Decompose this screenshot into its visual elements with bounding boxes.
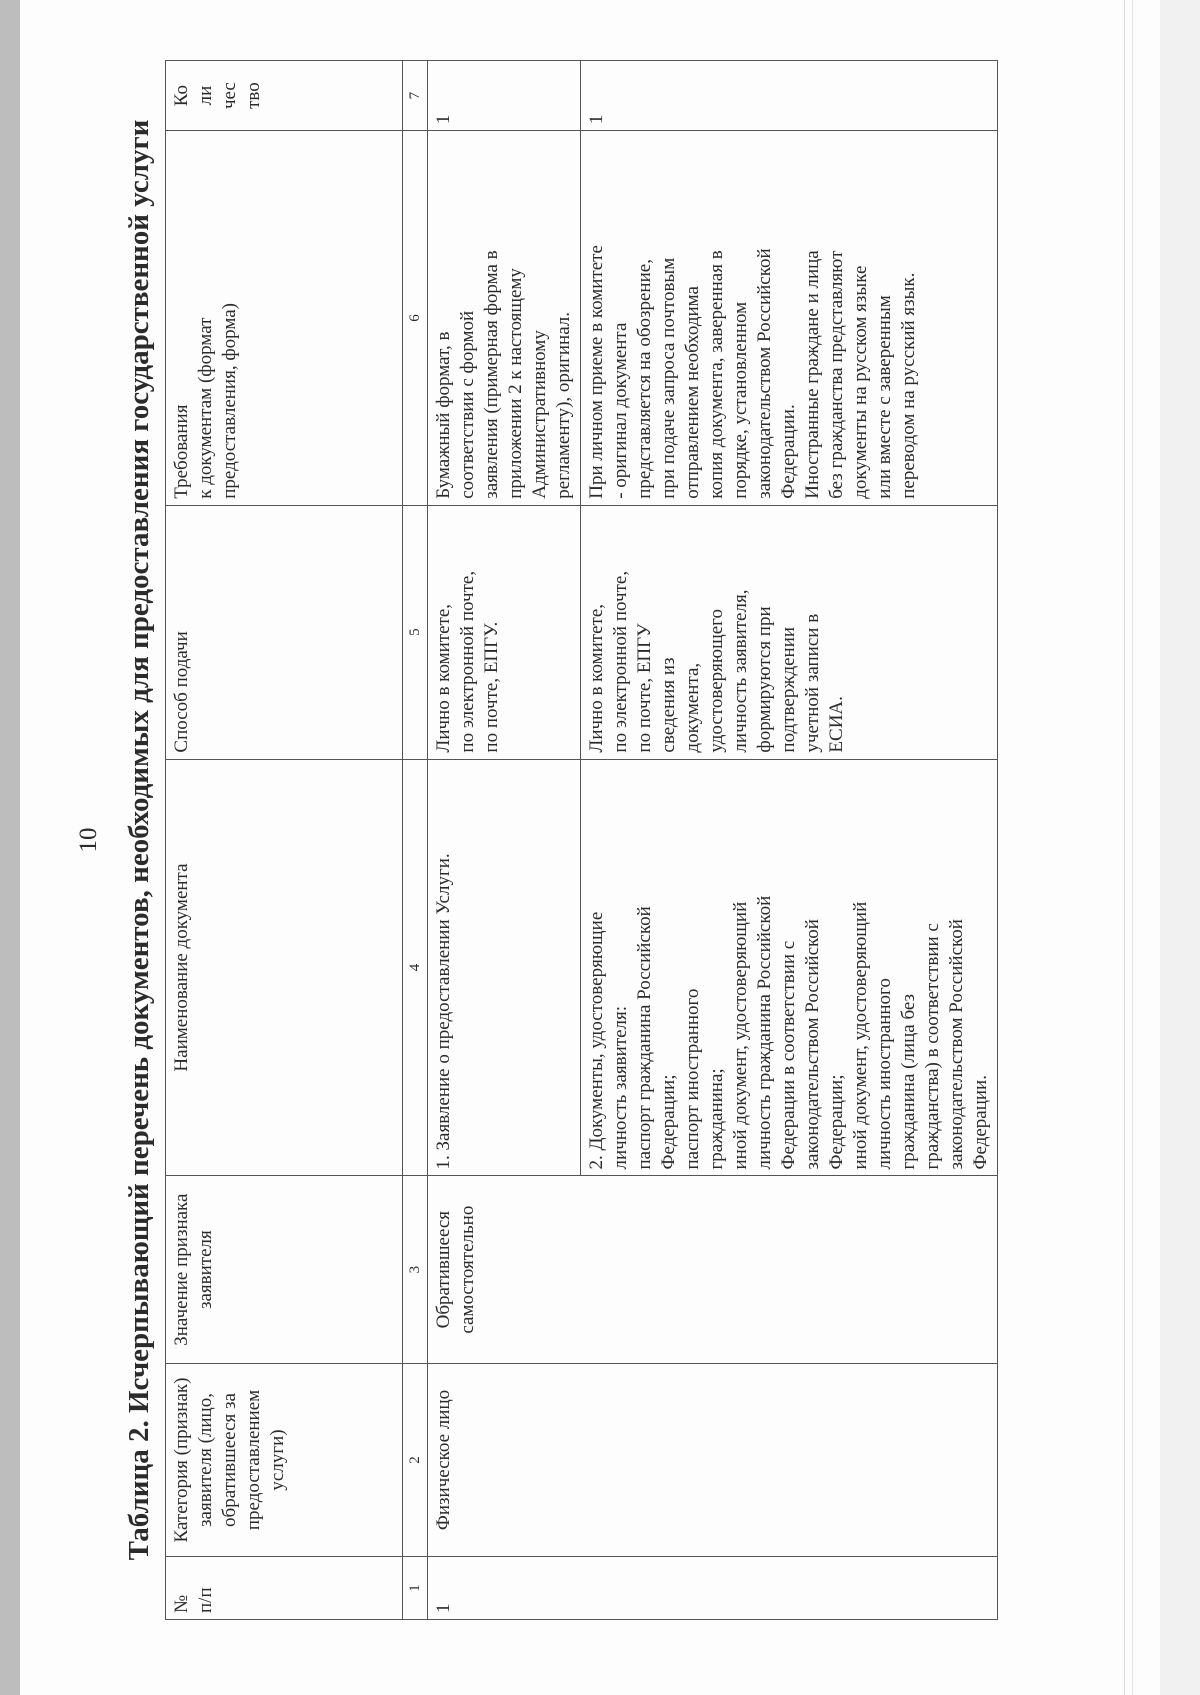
applicant-category: Физическое лицо	[428, 1363, 998, 1556]
header-cell-quantity: Ко ли чес тво	[166, 61, 403, 131]
column-number-row	[403, 61, 428, 1620]
column-number: 1	[403, 1557, 428, 1620]
submission-method: Лично в комитете, по электронной почте, по почте, ЕПГУ.	[428, 505, 581, 759]
page-edge	[1124, 0, 1125, 1695]
row-number: 1	[428, 1557, 998, 1620]
rotated-page-content	[70, 60, 1040, 1620]
document-name: 1. Заявление о предоставлении Услуги.	[428, 759, 581, 1176]
header-cell-document: Наименование документа	[166, 759, 403, 1176]
header-row	[166, 61, 403, 1620]
column-number: 4	[403, 759, 428, 1176]
document-requirements: Бумажный формат, в соответствии с формой заявления (примерная форма в приложении 2 к настоящему Административному регламенту), оригинал.	[428, 131, 581, 506]
column-number: 2	[403, 1363, 428, 1556]
page-number: 10	[75, 827, 102, 853]
table-title: Таблица 2. Исчерпывающий перечень документов, необходимых для предоставления государственной услуги	[123, 119, 155, 1561]
header-cell-requirements: Требования к документам (формат предоставления, форма)	[166, 131, 403, 506]
page-edge	[1132, 0, 1133, 1695]
column-number: 5	[403, 505, 428, 759]
header-cell-num: № п/п	[166, 1557, 403, 1620]
applicant-attribute: Обратившееся самостоятельно	[428, 1176, 998, 1363]
document-quantity: 1	[428, 61, 581, 131]
document-requirements: При личном приеме в комитете - оригинал документа представляется на обозрение, при подаче запроса почтовым отправлением необходима копия документа, заверенная в порядке, установленном законодательством Российской Федерации. Иностранные граждане и лица без гражданства представляют документы на русском языке или вместе с заверенным переводом на русский язык.	[581, 131, 998, 506]
column-number: 6	[403, 131, 428, 506]
documents-table	[165, 60, 998, 1620]
header-cell-submission: Способ подачи	[166, 505, 403, 759]
document-name: 2. Документы, удостоверяющие личность заявителя: паспорт гражданина Российской Федерации; паспорт иностранного гражданина; иной документ, удостоверяющий личность гражданина Российской Федерации в соответствии с законодательством Российской Федерации; иной документ, удостоверяющий личность иностранного гражданина (лица без гражданства) в соответствии с законодательством Российской Федерации.	[581, 759, 998, 1176]
submission-method: Лично в комитете, по электронной почте, по почте, ЕПГУ сведения из документа, удостоверяющего личность заявителя, формируются при подтверждении учетной записи в ЕСИА.	[581, 505, 998, 759]
scan-left-margin	[0, 0, 20, 1695]
document-quantity: 1	[581, 61, 998, 131]
column-number: 3	[403, 1176, 428, 1363]
table-row	[428, 61, 581, 1620]
header-cell-category: Категория (признак) заявителя (лицо, обратившееся за предоставлением услуги)	[166, 1363, 403, 1556]
header-cell-attribute: Значение признака заявителя	[166, 1176, 403, 1363]
column-number: 7	[403, 61, 428, 131]
